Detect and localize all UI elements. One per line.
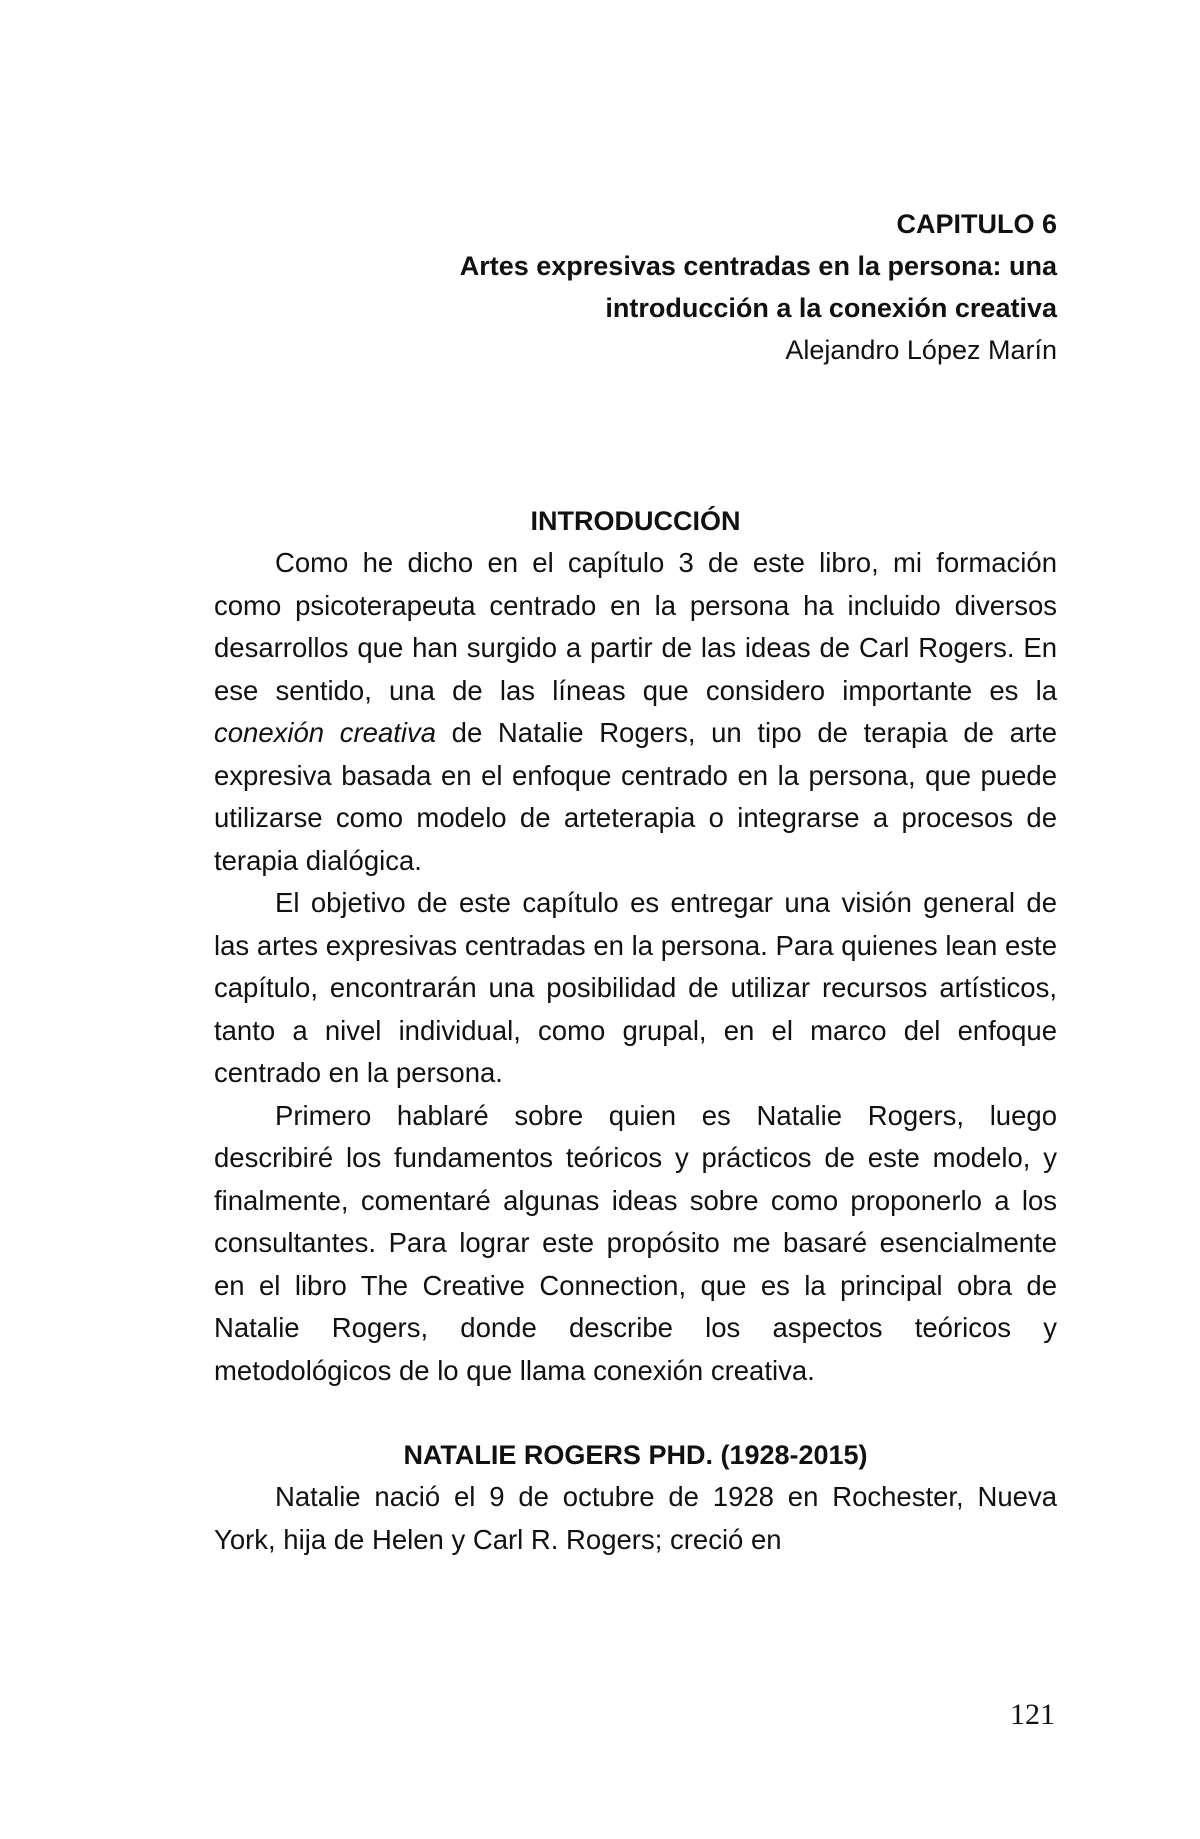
paragraph-text: de Natalie Rogers, un tipo de terapia de arte expresiva basada en el enfoque centrado en la persona, que puede utilizarse como modelo de arteterapia o integrarse a procesos de terapia dialógica. <box>214 717 1057 876</box>
section-spacer <box>214 1392 1057 1434</box>
chapter-heading-block <box>357 203 1057 371</box>
introduction-paragraph-3: Primero hablaré sobre quien es Natalie Rogers, luego describiré los fundamentos teóricos y prácticos de este modelo, y finalmente, comentaré algunas ideas sobre como proponerlo a los consultantes. Para lograr este propósito me basaré esencialmente en el libro The Creative Connection, que es la principal obra de Natalie Rogers, donde describe los aspectos teóricos y metodológicos de lo que llama conexión creativa. <box>214 1099 1057 1386</box>
chapter-label: CAPITULO 6 <box>896 209 1057 239</box>
page-number: 121 <box>1010 1698 1055 1731</box>
biography-heading: NATALIE ROGERS PHD. (1928-2015) <box>403 1440 868 1470</box>
introduction-paragraph-1 <box>214 542 1057 882</box>
emphasized-term: conexión creativa <box>214 717 437 748</box>
biography-paragraph-1: Natalie nació el 9 de octubre de 1928 en Rochester, Nueva York, hija de Helen y Carl R. Rogers; creció en <box>214 1481 1057 1555</box>
body-text <box>214 500 1057 1561</box>
introduction-heading: INTRODUCCIÓN <box>530 506 741 536</box>
paragraph-text: Como he dicho en el capítulo 3 de este libro, mi formación como psicoterapeuta centrado en la persona ha incluido diversos desarrollos que han surgido a partir de las ideas de Carl Rogers. En ese sentido, una de las líneas que considero importante es la <box>214 547 1057 706</box>
author-name: Alejandro López Marín <box>785 335 1057 365</box>
introduction-paragraph-2: El objetivo de este capítulo es entregar una visión general de las artes expresivas centradas en la persona. Para quienes lean este capítulo, encontrarán una posibilidad de utilizar recursos artísticos, tanto a nivel individual, como grupal, en el marco del enfoque centrado en la persona. <box>214 887 1057 1088</box>
chapter-title: Artes expresivas centradas en la persona: una introducción a la conexión creativa <box>459 251 1057 323</box>
